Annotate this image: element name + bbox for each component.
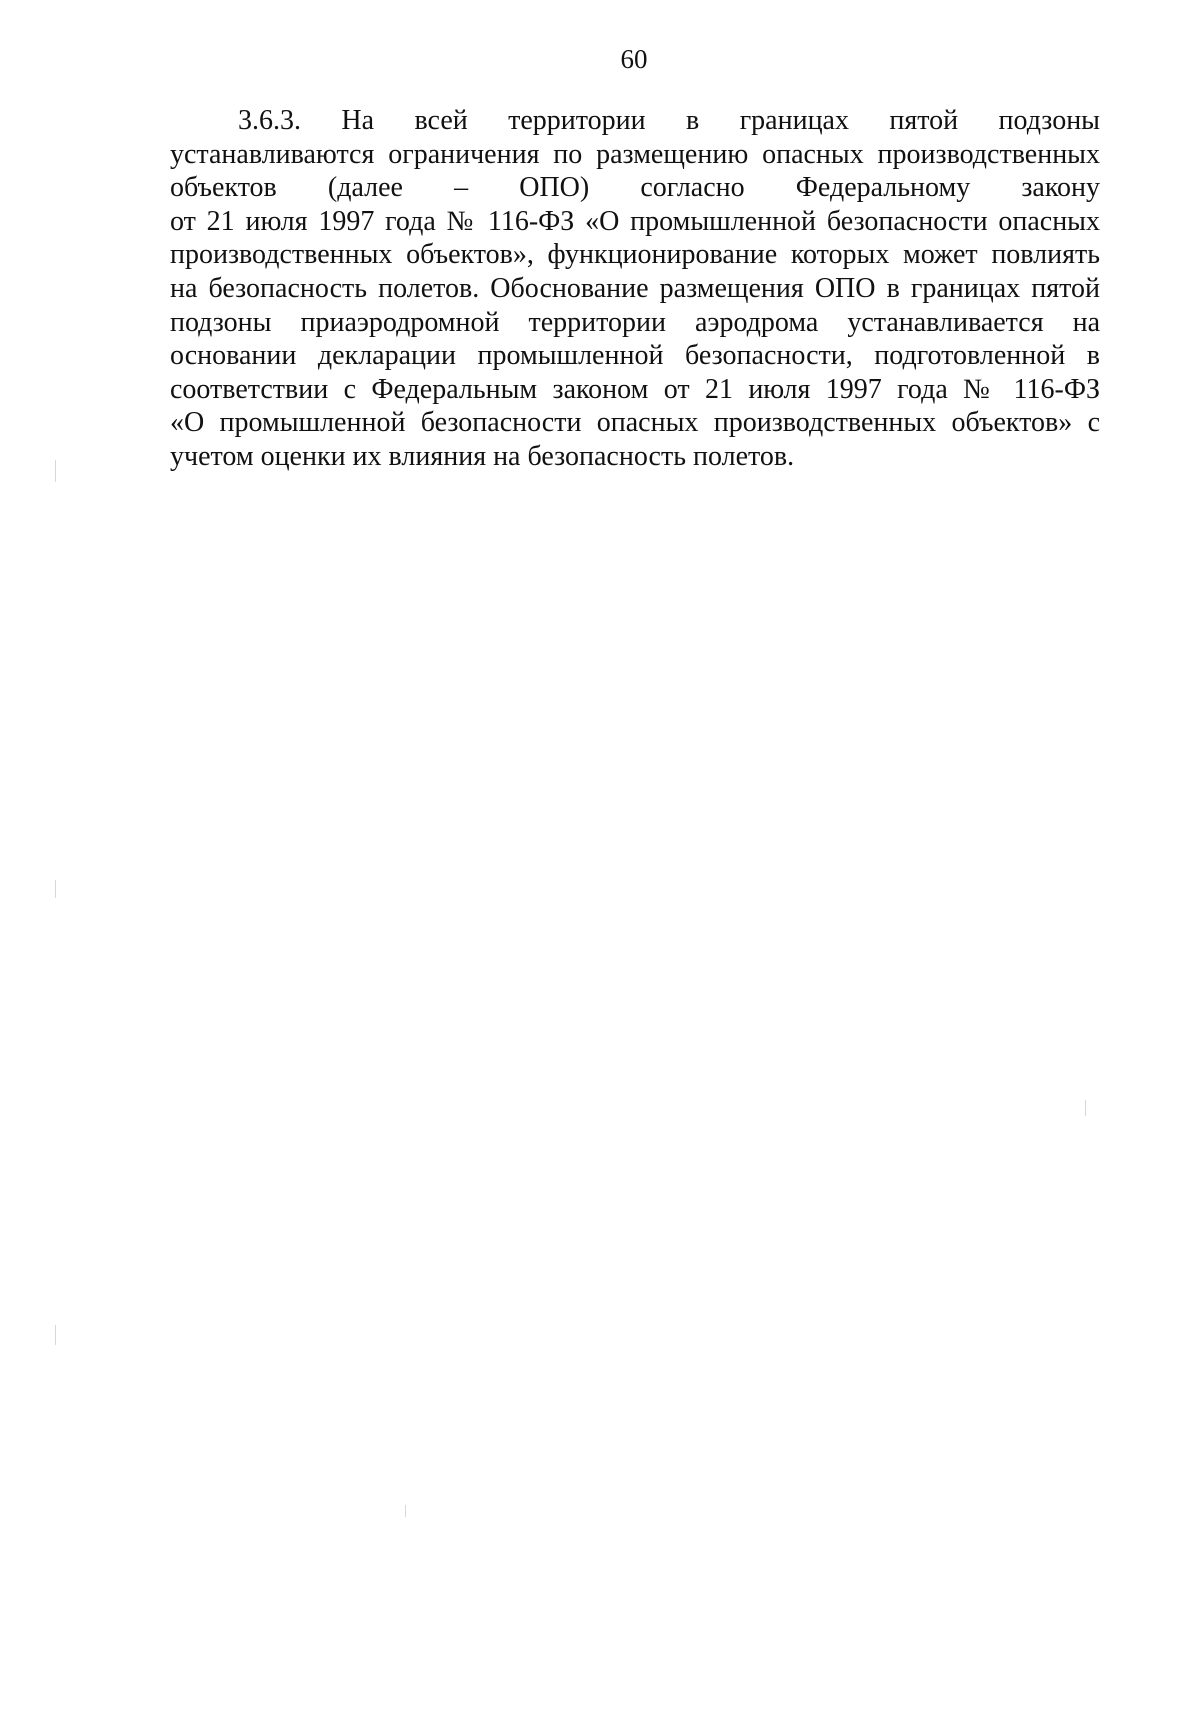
scan-artifact <box>1085 1100 1086 1116</box>
paragraph-line: от 21 июля 1997 года № 116-ФЗ «О промышленной безопасности опасных <box>170 205 1100 237</box>
paragraph-line: на безопасность полетов. Обоснование размещения ОПО в границах пятой <box>170 272 1100 304</box>
scan-artifact <box>55 1325 56 1345</box>
paragraph-line: объектов (далее – ОПО) согласно Федеральному закону <box>170 172 1100 204</box>
page-number: 60 <box>620 44 648 74</box>
paragraph-line: подзоны приаэродромной территории аэродрома устанавливается на <box>170 306 1100 338</box>
paragraph-line: производственных объектов», функционирование которых может повлиять <box>170 239 1100 271</box>
paragraph-3-6-3 <box>170 104 1100 474</box>
paragraph-line: учетом оценки их влияния на безопасность полетов. <box>170 440 795 472</box>
scan-artifact <box>55 460 56 482</box>
scan-artifact <box>405 1505 406 1517</box>
paragraph-line: «О промышленной безопасности опасных производственных объектов» с <box>170 407 1100 439</box>
paragraph-line: соответствии с Федеральным законом от 21 июля 1997 года № 116-ФЗ <box>170 373 1100 405</box>
paragraph-line: основании декларации промышленной безопасности, подготовленной в <box>170 340 1100 372</box>
scan-artifact <box>55 880 56 898</box>
paragraph-line: устанавливаются ограничения по размещению опасных производственных <box>170 138 1100 170</box>
paragraph-line: 3.6.3. На всей территории в границах пятой подзоны <box>238 105 1100 136</box>
